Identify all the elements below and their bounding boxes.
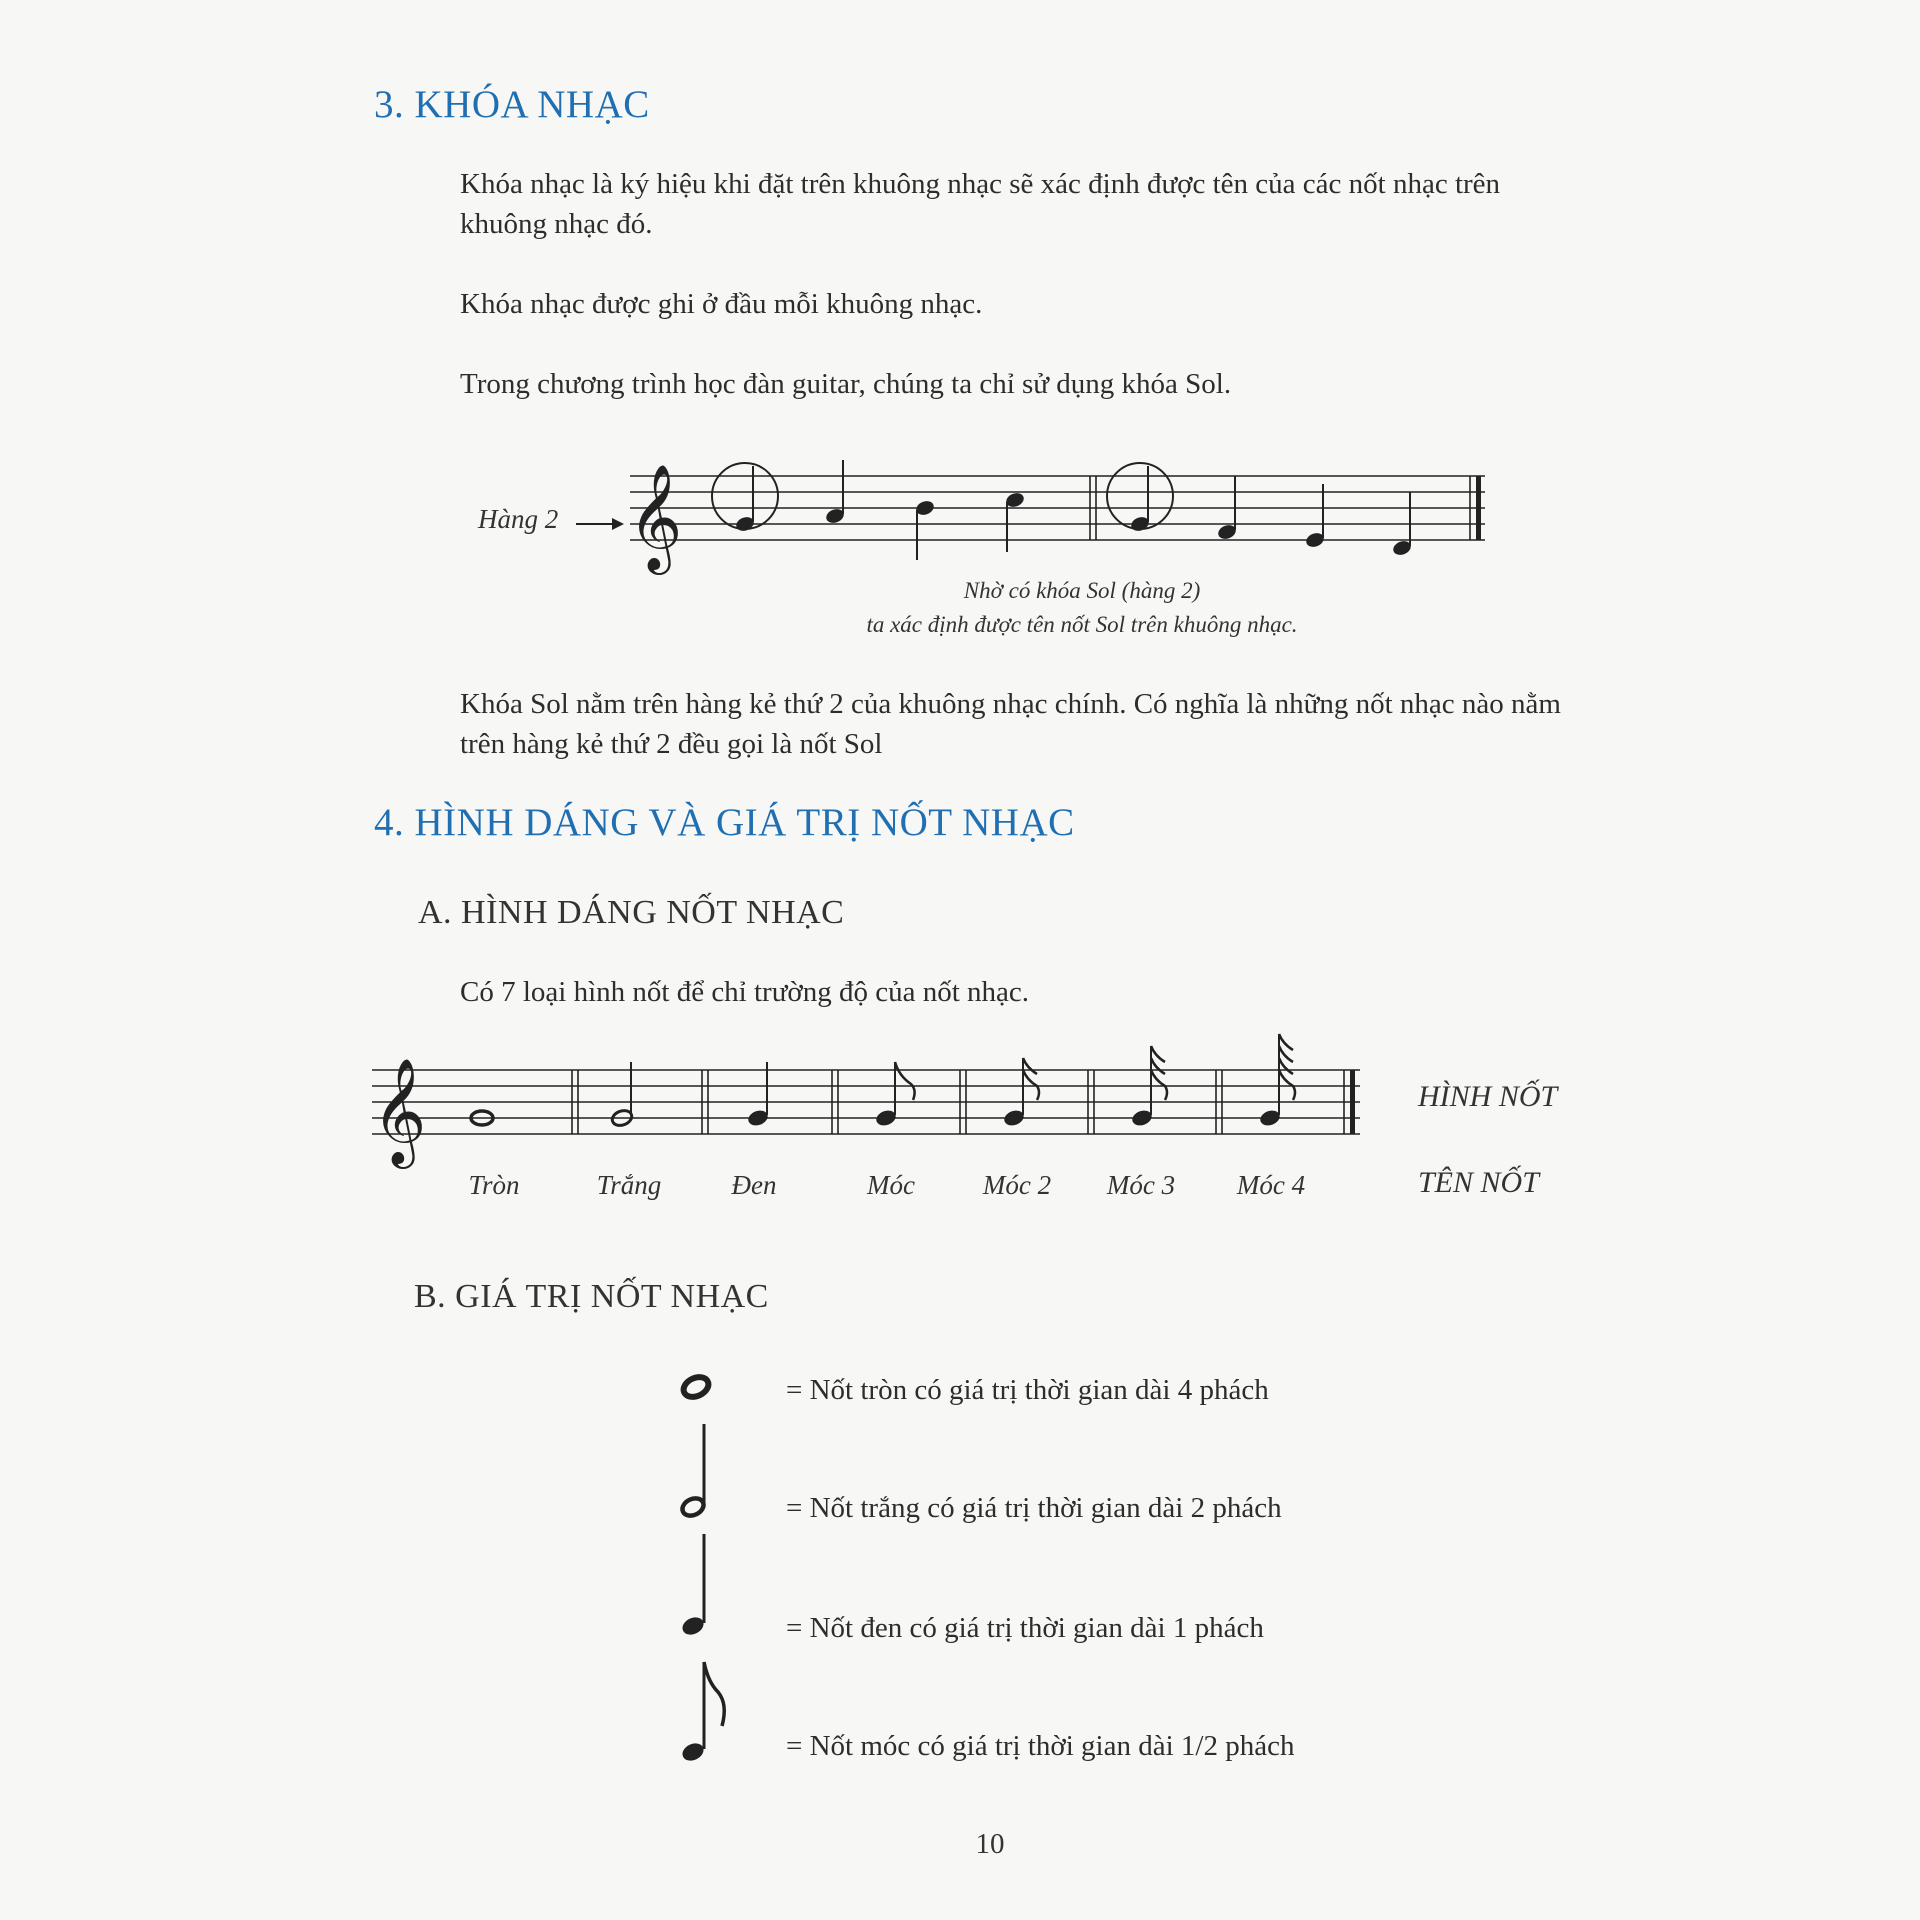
thirty-second-note-icon xyxy=(1130,1046,1167,1128)
paragraph-clef-position: Khóa nhạc được ghi ở đầu mỗi khuông nhạc. xyxy=(460,288,983,320)
note-name-eighth: Móc xyxy=(867,1170,915,1200)
treble-clef-icon: 𝄞 xyxy=(628,463,683,570)
value-quarter-note: = Nốt đen có giá trị thời gian dài 1 phách xyxy=(786,1612,1264,1644)
section-3-heading: 3. KHÓA NHẠC xyxy=(374,83,650,126)
paragraph-clef-definition: Khóa nhạc là ký hiệu khi đặt trên khuông nhạc sẽ xác định được tên của các nốt nhạc trên khuông nhạc đó. xyxy=(460,168,1501,240)
label-note-name: TÊN NỐT xyxy=(1418,1166,1539,1199)
paragraph-guitar-clef: Trong chương trình học đàn guitar, chúng ta chỉ sử dụng khóa Sol. xyxy=(460,368,1232,400)
quarter-note-icon xyxy=(746,1062,770,1128)
subsection-a-heading: A. HÌNH DÁNG NỐT NHẠC xyxy=(418,894,845,931)
staff-line-label-text: Hàng 2 xyxy=(478,504,559,534)
half-note-icon xyxy=(676,1422,716,1522)
arrow-right-icon xyxy=(574,512,624,536)
value-eighth-note: = Nốt móc có giá trị thời gian dài 1/2 phách xyxy=(786,1730,1295,1762)
staff-line-label xyxy=(478,504,558,535)
note-shapes-staff xyxy=(372,1030,1362,1170)
whole-note-icon xyxy=(676,1372,716,1402)
note-shapes-intro: Có 7 loại hình nốt để chỉ trường độ của nốt nhạc. xyxy=(460,976,1030,1008)
value-whole-note: = Nốt tròn có giá trị thời gian dài 4 phách xyxy=(786,1374,1269,1406)
note-name-quarter: Đen xyxy=(731,1170,777,1200)
quarter-note-icon xyxy=(676,1532,716,1642)
note-name-thirty-second: Móc 3 xyxy=(1106,1170,1176,1200)
label-note-shape: HÌNH NỐT xyxy=(1418,1080,1558,1113)
subsection-b-heading: B. GIÁ TRỊ NỐT NHẠC xyxy=(414,1278,769,1315)
treble-clef-staff xyxy=(630,440,1490,580)
note-name-sixty-fourth: Móc 4 xyxy=(1236,1170,1306,1200)
note-name-whole: Tròn xyxy=(468,1170,520,1200)
paragraph-sol-clef-explanation: Khóa Sol nằm trên hàng kẻ thứ 2 của khuông nhạc chính. Có nghĩa là những nốt nhạc nào nằm trên hàng kẻ thứ 2 đều gọi là nốt Sol xyxy=(460,688,1561,760)
staff-caption-line-2: ta xác định được tên nốt Sol trên khuông nhạc. xyxy=(866,612,1298,637)
eighth-note-icon xyxy=(676,1660,736,1770)
treble-clef-icon: 𝄞 xyxy=(372,1057,427,1164)
staff-caption-line-1: Nhờ có khóa Sol (hàng 2) xyxy=(963,578,1201,603)
page-number: 10 xyxy=(975,1828,1005,1860)
sixty-fourth-note-icon xyxy=(1258,1034,1295,1128)
section-4-heading: 4. HÌNH DÁNG VÀ GIÁ TRỊ NỐT NHẠC xyxy=(374,801,1075,844)
value-half-note: = Nốt trắng có giá trị thời gian dài 2 phách xyxy=(786,1492,1282,1524)
note-name-half: Trắng xyxy=(596,1170,662,1200)
note-name-sixteenth: Móc 2 xyxy=(982,1170,1052,1200)
